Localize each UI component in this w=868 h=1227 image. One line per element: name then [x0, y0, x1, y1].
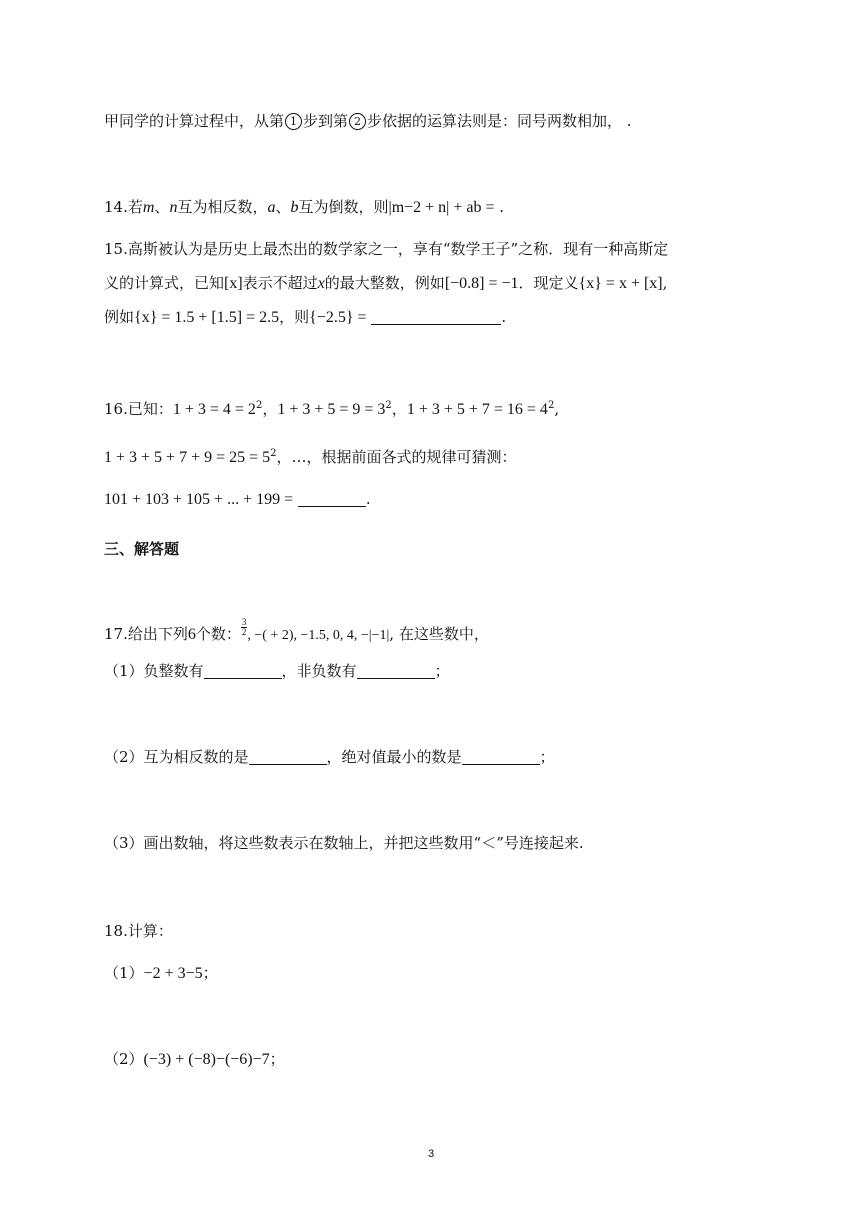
q15-definition: {x} = x + [x]: [578, 275, 663, 292]
q17-p2-end: ；: [539, 748, 555, 766]
q15-line-2: [104, 272, 667, 295]
q17-p1-blank-2[interactable]: [357, 662, 435, 679]
q17-number-list: , −( + 2), −1.5, 0, 4, −|−1|: [247, 628, 390, 643]
q17-frac-num: 3: [241, 617, 247, 627]
q17-part-2: [104, 746, 555, 768]
q14-tail: .: [494, 198, 505, 216]
q13-text-2: 步到第: [303, 112, 349, 130]
q15-text-l3c: ，则: [279, 308, 310, 326]
circled-number-1: 1: [285, 113, 302, 130]
q16-comma-3: ,: [554, 400, 560, 418]
q17-number: 17.给出下列: [104, 625, 188, 643]
q15-comma: ,: [662, 274, 668, 292]
q17-p1-label: （1）负整数有: [104, 662, 204, 680]
q17-p2-blank-1[interactable]: [249, 748, 327, 765]
q14-var-a: a: [267, 199, 276, 216]
q16-period: .: [365, 490, 371, 508]
q16-number: 16.已知：: [104, 400, 173, 418]
q14-var-m: m: [142, 199, 155, 216]
q16-eq-1: 1 + 3 = 4 = 2: [172, 401, 256, 418]
q14-number: 14.若: [104, 198, 143, 216]
q15-example-2: {x} = 1.5 + [1.5] = 2.5: [134, 309, 280, 326]
q16-eq-3: 1 + 3 + 5 + 7 = 16 = 4: [406, 401, 548, 418]
q16-eq-2: 1 + 3 + 5 = 9 = 3: [277, 401, 386, 418]
q16-eq-4: 1 + 3 + 5 + 7 + 9 = 25 = 5: [104, 449, 271, 466]
q15-text-l3a: 例如: [104, 308, 135, 326]
q14-text-1: 互为相反数，: [177, 198, 268, 216]
section-3-title: 三、解答题: [104, 540, 180, 558]
q15-answer-blank[interactable]: [371, 308, 501, 325]
q13-text-1: 甲同学的计算过程中，从第: [104, 112, 285, 130]
q16-comma-1: ，: [262, 400, 278, 418]
q16-line-3: [104, 488, 371, 511]
q17-text-1: 个数：: [195, 625, 241, 643]
q16-line-2: [104, 446, 517, 469]
q14-var-n: n: [169, 199, 178, 216]
q15-line-3: [104, 306, 506, 329]
q17-frac-den: 2: [241, 627, 247, 637]
q16-line-1: [104, 398, 559, 421]
question-14: [104, 196, 504, 219]
q17-text-2: , 在这些数中，: [389, 625, 489, 643]
q16-eq-1-exp: 2: [255, 400, 263, 411]
q15-var-x: x: [317, 275, 325, 292]
q18-part-2: [104, 1048, 285, 1071]
q13-text-3: 步依据的运算法则是：同号两数相加， .: [367, 112, 632, 130]
q17-line-1: [104, 618, 489, 647]
q17-part-1: [104, 660, 450, 682]
q16-comma-2: ，: [391, 400, 407, 418]
q15-period: .: [501, 308, 507, 326]
q17-p2-blank-2[interactable]: [462, 748, 540, 765]
q17-p1-text: ，非负数有: [281, 662, 357, 680]
q17-p2-text: ，绝对值最小的数是: [326, 748, 462, 766]
q15-text-c: 表示不超过: [242, 274, 318, 292]
q14-var-b: b: [290, 199, 299, 216]
q16-eq-3-exp: 2: [547, 400, 555, 411]
q17-p2-label: （2）互为相反数的是: [104, 748, 249, 766]
q17-p1-blank-1[interactable]: [204, 662, 282, 679]
q16-sum-expr: 101 + 103 + 105 + ... + 199 =: [104, 491, 294, 508]
q16-line-2-tail: ，…，根据前面各式的规律可猜测：: [276, 448, 517, 466]
q18-part-1: [104, 962, 218, 985]
q18-p2-label: （2）: [104, 1050, 144, 1068]
q18-p2-expr: (−3) + (−8)−(−6)−7: [143, 1051, 270, 1068]
q18-p2-end: ；: [269, 1050, 285, 1068]
q18-p1-expr: −2 + 3−5: [143, 965, 203, 982]
page-number: 3: [428, 1148, 435, 1160]
q13-tail-line: [104, 110, 632, 132]
q16-answer-blank[interactable]: [298, 490, 366, 507]
q15-text-a: 义的计算式，已知: [104, 274, 225, 292]
q18-title: 18.计算：: [104, 922, 173, 940]
q15-question-expr: {−2.5} =: [309, 309, 367, 326]
q18-p1-end: ；: [202, 964, 218, 982]
q14-expression: |m−2 + n| + ab =: [388, 199, 495, 216]
circled-number-2: 2: [349, 113, 366, 130]
q16-eq-4-exp: 2: [270, 448, 277, 459]
q17-count: 6: [187, 626, 196, 643]
q15-floor-x: [x]: [224, 275, 243, 292]
q14-sep-2: 、: [275, 198, 291, 216]
q14-text-2: 互为倒数，则: [298, 198, 389, 216]
q16-eq-2-exp: 2: [385, 400, 392, 411]
q15-example-1: [−0.8] = −1: [444, 275, 519, 292]
q14-sep-1: 、: [154, 198, 170, 216]
q17-p1-end: ；: [434, 662, 450, 680]
q15-line-1: 15.高斯被认为是历史上最杰出的数学家之一，享有“数学王子”之称．现有一种高斯定: [104, 240, 669, 258]
q15-text-e: 的最大整数，例如: [324, 274, 445, 292]
q15-text-g: ．现定义: [518, 274, 579, 292]
q17-part-3: （3）画出数轴，将这些数表示在数轴上，并把这些数用“＜”号连接起来.: [104, 834, 584, 852]
q18-p1-label: （1）: [104, 964, 144, 982]
